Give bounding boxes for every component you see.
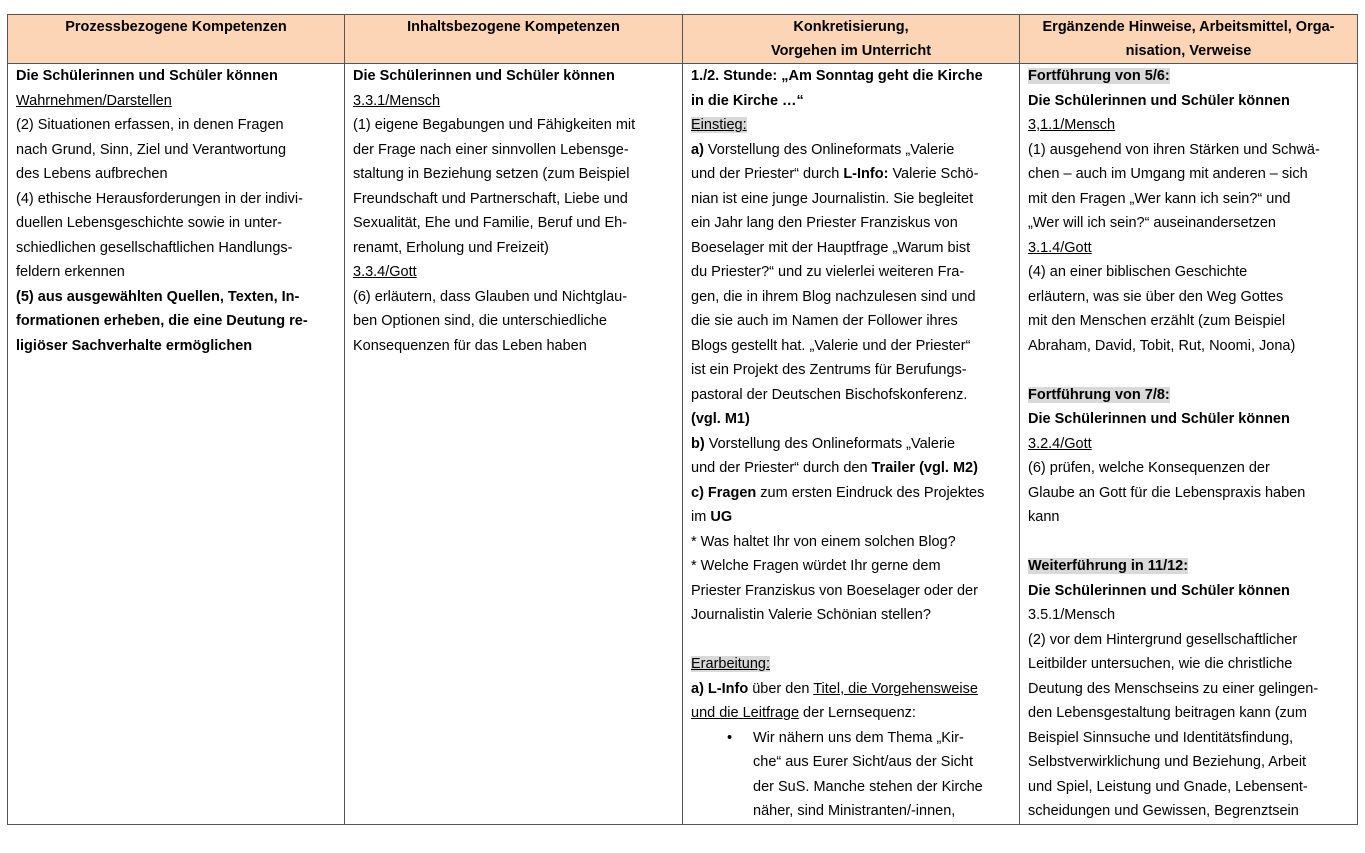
- curriculum-table: [7, 14, 1358, 825]
- col2-line: (6) erläutern, dass Glauben und Nichtglau-: [353, 288, 628, 305]
- col4-line: (1) ausgehend von ihren Stärken und Schwä-: [1028, 141, 1320, 158]
- col4-line: mit den Fragen „Wer kann ich sein?“ und: [1028, 190, 1291, 207]
- col4-line: scheidungen und Gewissen, Begrenztsein: [1028, 803, 1299, 819]
- header-hinweise: [1020, 15, 1358, 64]
- col3-erarbeitung-a-line2: [691, 701, 1011, 726]
- col1-line: duellen Lebensgeschichte sowie in unter-: [16, 215, 283, 231]
- col3-bullet-item: [691, 726, 1011, 751]
- col4-line: Beispiel Sinnsuche und Identitätsfindung,: [1028, 729, 1294, 746]
- col3-line: Boeselager mit der Hauptfrage „Warum bist: [691, 239, 971, 256]
- col2-line: renamt, Erholung und Freizeit): [353, 239, 549, 256]
- col1-category: Wahrnehmen/Darstellen: [16, 92, 172, 109]
- col2-standard-gott: 3.3.4/Gott: [353, 264, 417, 280]
- col4-heading-5-6: Fortführung von 5/6:: [1028, 68, 1170, 84]
- header-konkretisierung: [683, 15, 1020, 64]
- col3-text: Valerie Schö-: [888, 166, 979, 182]
- col1-line: (2) Situationen erfassen, in denen Fragen: [16, 117, 284, 133]
- col3-underlined-text: Titel, die Vorgehensweise: [813, 680, 978, 697]
- col3-step-a-label: a): [691, 141, 704, 158]
- col3-einstieg-heading: Einstieg:: [691, 117, 747, 133]
- cell-inhaltsbezogen: [345, 64, 683, 825]
- header-col3-line1: Konkretisierung,: [793, 19, 909, 35]
- col4-line: „Wer will ich sein?“ auseinandersetzen: [1028, 215, 1276, 231]
- col1-line: schiedlichen gesellschaftlichen Handlungs-: [16, 239, 293, 256]
- col2-line: Sexualität, Ehe und Familie, Beruf und Eh-: [353, 215, 628, 231]
- col3-erarbeitung-heading: Erarbeitung:: [691, 656, 770, 672]
- col3-bullet-cont: näher, sind Ministranten/-innen,: [753, 803, 956, 819]
- col3-question: * Welche Fragen würdet Ihr gerne dem: [691, 558, 941, 574]
- col4-line: Abraham, David, Tobit, Rut, Noomi, Jona): [1028, 337, 1296, 354]
- col3-ug-label: UG: [710, 509, 733, 525]
- col3-erarbeitung-a: [691, 677, 1011, 702]
- col4-standard: 3.5.1/Mensch: [1028, 607, 1116, 623]
- col3-step-c: [691, 481, 1011, 506]
- cell-konkretisierung: [683, 64, 1020, 825]
- col2-line: staltung in Beziehung setzen (zum Beispiel: [353, 166, 630, 182]
- col4-line: mit den Menschen erzählt (zum Beispiel: [1028, 313, 1286, 329]
- col4-standard: 3,1.1/Mensch: [1028, 117, 1116, 133]
- header-col4-line1: Ergänzende Hinweise, Arbeitsmittel, Orga-: [1042, 19, 1335, 35]
- col2-line: Konsequenzen für das Leben haben: [353, 337, 587, 354]
- col4-heading-7-8: Fortführung von 7/8:: [1028, 386, 1170, 403]
- header-col1-label: Prozessbezogene Kompetenzen: [65, 19, 287, 35]
- col3-line: gen, die in ihrem Blog nachzulesen sind und: [691, 288, 976, 305]
- col1-line: feldern erkennen: [16, 264, 125, 280]
- col4-line: Glaube an Gott für die Lebenspraxis haben: [1028, 484, 1306, 501]
- col3-step-b: [691, 432, 1011, 457]
- col3-line: die sie auch im Namen der Follower ihres: [691, 313, 958, 329]
- header-prozessbezogen: [8, 15, 345, 64]
- header-col2-label: Inhaltsbezogene Kompetenzen: [407, 19, 620, 35]
- col3-trailer-ref: Trailer (vgl. M2): [871, 460, 978, 476]
- col3-text: im: [691, 509, 711, 525]
- col4-line: erläutern, was sie über den Weg Gottes: [1028, 288, 1284, 305]
- col1-intro: Die Schülerinnen und Schüler können: [16, 68, 278, 84]
- col3-question: Journalistin Valerie Schönian stellen?: [691, 607, 931, 623]
- col2-line: der Frage nach einer sinnvollen Lebensge-: [353, 141, 629, 158]
- col3-text: über den: [748, 680, 814, 697]
- col3-lesson-title-cont: in die Kirche …“: [691, 92, 804, 109]
- header-row: [8, 15, 1358, 64]
- col3-ref-m1: (vgl. M1): [691, 411, 750, 427]
- col2-line: (1) eigene Begabungen und Fähigkeiten mit: [353, 117, 636, 133]
- col3-question: * Was haltet Ihr von einem solchen Blog?: [691, 533, 956, 550]
- col4-intro: Die Schülerinnen und Schüler können: [1028, 582, 1290, 599]
- col3-text: und der Priester“ durch: [691, 166, 844, 182]
- col4-line: (6) prüfen, welche Konsequenzen der: [1028, 460, 1270, 476]
- col3-step-c-line2: [691, 505, 1011, 530]
- col3-bullet-cont: che“ aus Eurer Sicht/aus der Sicht: [753, 754, 974, 770]
- col2-intro: Die Schülerinnen und Schüler können: [353, 68, 615, 84]
- col1-bold-line: (5) aus ausgewählten Quellen, Texten, In-: [16, 288, 300, 305]
- col3-step-c-text: zum ersten Eindruck des Projektes: [756, 484, 985, 501]
- col3-line: pastoral der Deutschen Bischofskonferenz.: [691, 386, 968, 403]
- col3-bullet-cont: der SuS. Manche stehen der Kirche: [753, 778, 983, 795]
- col4-line: Deutung des Menschseins zu einer gelingen-: [1028, 680, 1319, 697]
- content-row: [8, 64, 1358, 825]
- col3-underlined-text: und die Leitfrage: [691, 705, 800, 721]
- col3-line: ist ein Projekt des Zentrums für Berufungs-: [691, 362, 967, 378]
- col3-line: nian ist eine junge Journalistin. Sie begleitet: [691, 190, 974, 207]
- col1-line: des Lebens aufbrechen: [16, 166, 168, 182]
- col3-lesson-title: 1./2. Stunde: „Am Sonntag geht die Kirche: [691, 68, 983, 84]
- col4-line: den Lebensgestaltung beitragen kann (zum: [1028, 705, 1307, 721]
- col4-line: chen – auch im Umgang mit anderen – sich: [1028, 166, 1308, 182]
- col3-step-b-line2: [691, 456, 1011, 481]
- col3-step-a: [691, 138, 1011, 163]
- col2-line: ben Optionen sind, die unterschiedliche: [353, 313, 607, 329]
- header-col4-line2: nisation, Verweise: [1125, 43, 1252, 59]
- col2-line: Freundschaft und Partnerschaft, Liebe und: [353, 190, 628, 207]
- col2-standard-mensch: 3.3.1/Mensch: [353, 92, 441, 109]
- header-inhaltsbezogen: [345, 15, 683, 64]
- col1-bold-line: ligiöser Sachverhalte ermöglichen: [16, 337, 253, 354]
- col3-step-b-text: Vorstellung des Onlineformats „Valerie: [704, 435, 956, 452]
- header-col3-line2: Vorgehen im Unterricht: [770, 43, 932, 59]
- col1-bold-line: formationen erheben, die eine Deutung re-: [16, 313, 308, 329]
- col3-step-a-line2: [691, 162, 1011, 187]
- bullet-icon: •: [727, 729, 733, 746]
- col4-line: Leitbilder untersuchen, wie die christliche: [1028, 656, 1293, 672]
- col3-erarbeitung-a-label: a) L-Info: [691, 680, 749, 697]
- col3-step-a-text: Vorstellung des Onlineformats „Valerie: [703, 141, 955, 158]
- col1-line: nach Grund, Sinn, Ziel und Verantwortung: [16, 141, 287, 158]
- col3-linfo-label: L-Info:: [843, 166, 889, 182]
- col3-line: du Priester?“ und zu vielerlei weiteren Fra-: [691, 264, 965, 280]
- col4-line: (4) an einer biblischen Geschichte: [1028, 264, 1248, 280]
- col3-step-b-label: b): [691, 435, 705, 452]
- col3-step-c-label: c) Fragen: [691, 484, 757, 501]
- col3-text: der Lernsequenz:: [799, 705, 916, 721]
- col4-line: Selbstverwirklichung und Beziehung, Arbeit: [1028, 754, 1307, 770]
- col4-line: (2) vor dem Hintergrund gesellschaftlicher: [1028, 631, 1298, 648]
- col4-line: und Spiel, Leistung und Gnade, Lebensent-: [1028, 778, 1308, 795]
- cell-prozessbezogen: [8, 64, 345, 825]
- col3-line: Blogs gestellt hat. „Valerie und der Priester“: [691, 337, 971, 354]
- col3-line: ein Jahr lang den Priester Franziskus von: [691, 215, 958, 231]
- col4-standard: 3.1.4/Gott: [1028, 239, 1092, 256]
- col4-intro: Die Schülerinnen und Schüler können: [1028, 92, 1290, 109]
- col4-intro: Die Schülerinnen und Schüler können: [1028, 411, 1290, 427]
- col4-line: kann: [1028, 509, 1060, 525]
- col3-text: und der Priester“ durch den: [691, 460, 872, 476]
- col4-standard: 3.2.4/Gott: [1028, 435, 1092, 452]
- col3-bullet-line: Wir nähern uns dem Thema „Kir-: [753, 729, 964, 746]
- col4-heading-11-12: Weiterführung in 11/12:: [1028, 558, 1189, 574]
- col3-question: Priester Franziskus von Boeselager oder der: [691, 582, 978, 599]
- cell-hinweise: [1020, 64, 1358, 825]
- col1-line: (4) ethische Herausforderungen in der indivi-: [16, 190, 303, 207]
